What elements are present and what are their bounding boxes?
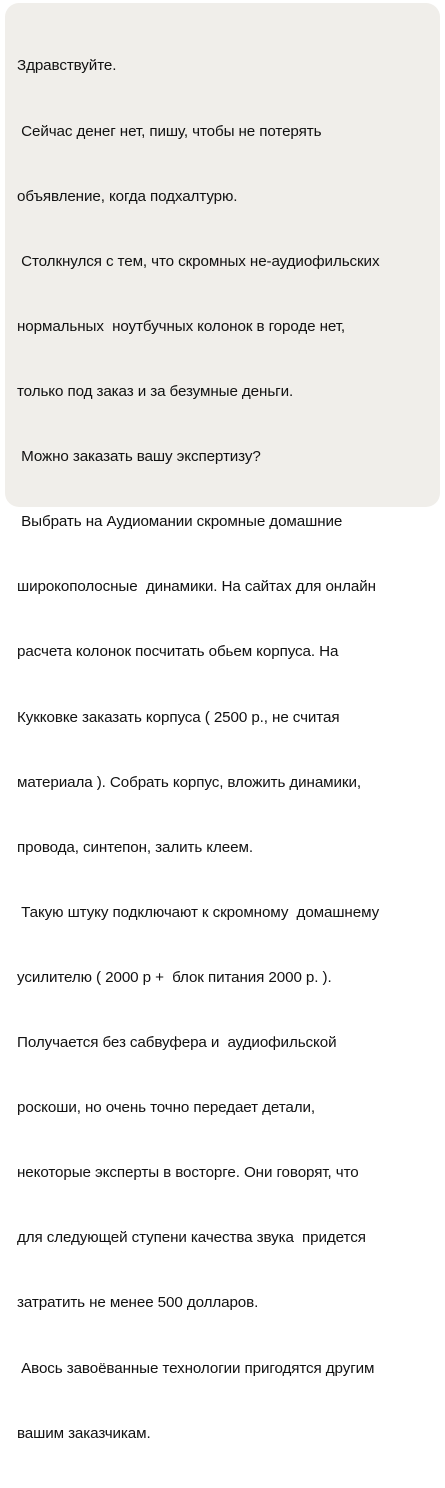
message-line: Выбрать на Аудиомании скромные домашние <box>17 513 343 531</box>
message-line: материала ). Собрать корпус, вложить динамики, <box>17 773 361 791</box>
message-line: Можно заказать вашу экспертизу? <box>17 448 261 466</box>
message-line: Такую штуку подключают к скромному домашнему <box>17 903 380 921</box>
message-line: только под заказ и за безумные деньги. <box>17 382 294 400</box>
message-line: роскоши, но очень точно передает детали, <box>17 1099 316 1117</box>
message-line: расчета колонок посчитать обьем корпуса. На <box>17 643 339 661</box>
message-line: Авось завоёванные технологии пригодятся другим <box>17 1359 375 1377</box>
message-text <box>17 12 430 1488</box>
message-line: нормальных ноутбучных колонок в городе нет, <box>17 317 346 335</box>
message-line: Кукковке заказать корпуса ( 2500 р., не считая <box>17 708 340 726</box>
message-line: вашим заказчикам. <box>17 1424 151 1442</box>
message-line: усилителю ( 2000 р + блок питания 2000 р. ). <box>17 968 332 986</box>
message-line: Здравствуйте. <box>17 57 117 75</box>
message-line: для следующей ступени качества звука придется <box>17 1229 366 1247</box>
message-line: провода, синтепон, залить клеем. <box>17 838 253 856</box>
message-line: затратить не менее 500 долларов. <box>17 1294 259 1312</box>
message-line: Столкнулся с тем, что скромных не-аудиофильских <box>17 252 380 270</box>
message-line: широкополосные динамики. На сайтах для онлайн <box>17 578 376 596</box>
message-bubble <box>5 3 440 1442</box>
message-line: Получается без сабвуфера и аудиофильской <box>17 1034 337 1052</box>
message-line: объявление, когда подхалтурю. <box>17 187 238 205</box>
message-line: некоторые эксперты в восторге. Они говорят, что <box>17 1164 359 1182</box>
message-line: Сейчас денег нет, пишу, чтобы не потерять <box>17 122 322 140</box>
